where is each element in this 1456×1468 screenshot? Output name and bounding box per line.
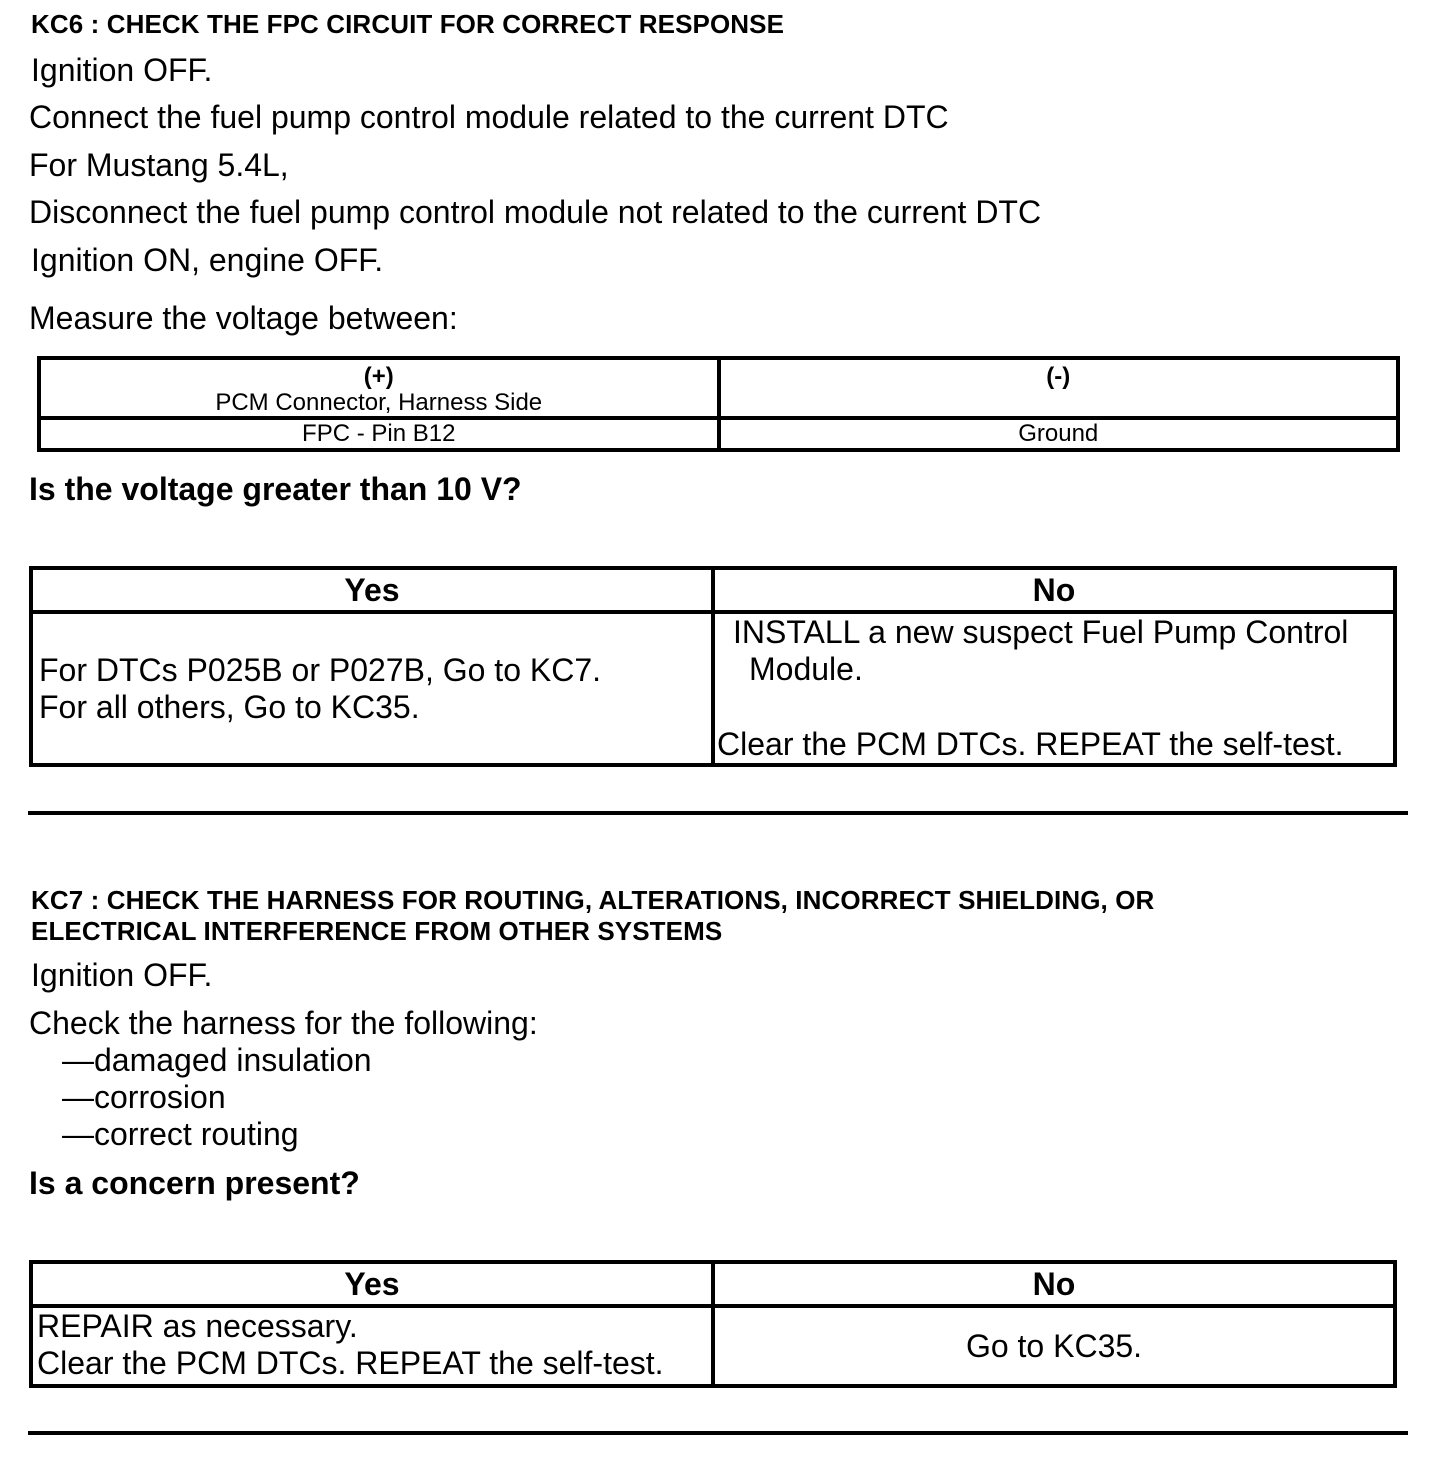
kc6-answer-table [29, 566, 1397, 767]
kc6-question: Is the voltage greater than 10 V? [29, 471, 522, 507]
kc7-yes-cell [31, 1306, 713, 1386]
kc6-no-cell [713, 612, 1395, 765]
kc7-yes-line-2: Clear the PCM DTCs. REPEAT the self-test. [37, 1345, 664, 1381]
section-divider-bottom [28, 1431, 1408, 1435]
kc6-title: KC6 : CHECK THE FPC CIRCUIT FOR CORRECT RESPONSE [31, 9, 785, 39]
kc7-title-line-1: KC7 : CHECK THE HARNESS FOR ROUTING, ALTERATIONS, INCORRECT SHIELDING, OR [31, 885, 1155, 915]
kc7-no-cell: Go to KC35. [713, 1306, 1395, 1386]
kc7-title-line-2: ELECTRICAL INTERFERENCE FROM OTHER SYSTEMS [31, 916, 723, 946]
kc6-yes-cell [31, 612, 713, 765]
measure-pos-header [39, 358, 719, 418]
kc6-step-connect-module: Connect the fuel pump control module related to the current DTC [29, 99, 949, 135]
kc7-question: Is a concern present? [29, 1165, 360, 1201]
measure-neg-value: Ground [719, 418, 1399, 450]
kc6-no-line-3: Clear the PCM DTCs. REPEAT the self-test. [717, 726, 1344, 762]
kc6-step-mustang: For Mustang 5.4L, [29, 147, 289, 183]
kc6-yes-header: Yes [31, 568, 713, 612]
measure-pos-header-text: PCM Connector, Harness Side [215, 389, 543, 416]
kc6-step-ignition-on: Ignition ON, engine OFF. [31, 242, 384, 278]
measure-neg-symbol: (-) [1046, 363, 1071, 390]
kc7-yes-line-1: REPAIR as necessary. [37, 1308, 358, 1344]
measure-pos-symbol: (+) [363, 363, 394, 390]
kc6-measurement-table [37, 356, 1400, 452]
measure-pos-value: FPC - Pin B12 [39, 418, 719, 450]
kc7-check-item-corrosion: —corrosion [62, 1079, 226, 1115]
kc7-check-label: Check the harness for the following: [29, 1005, 538, 1041]
kc7-step-ignition-off: Ignition OFF. [31, 957, 213, 993]
kc6-measure-label: Measure the voltage between: [29, 300, 458, 336]
kc6-yes-line-1: For DTCs P025B or P027B, Go to KC7. [39, 651, 602, 688]
section-divider [28, 811, 1408, 815]
kc6-step-disconnect-module: Disconnect the fuel pump control module not related to the current DTC [29, 194, 1042, 230]
kc7-no-header: No [713, 1262, 1395, 1306]
kc7-yes-header: Yes [31, 1262, 713, 1306]
kc6-no-line-1: INSTALL a new suspect Fuel Pump Control [733, 614, 1349, 650]
kc6-step-ignition-off: Ignition OFF. [31, 52, 213, 88]
kc7-answer-table [29, 1260, 1397, 1388]
kc6-yes-line-2: For all others, Go to KC35. [39, 688, 420, 725]
kc6-no-header: No [713, 568, 1395, 612]
measure-neg-header [719, 358, 1399, 418]
kc7-check-item-insulation: —damaged insulation [62, 1042, 372, 1078]
kc6-no-line-2: Module. [749, 651, 863, 687]
kc7-check-item-routing: —correct routing [62, 1116, 299, 1152]
